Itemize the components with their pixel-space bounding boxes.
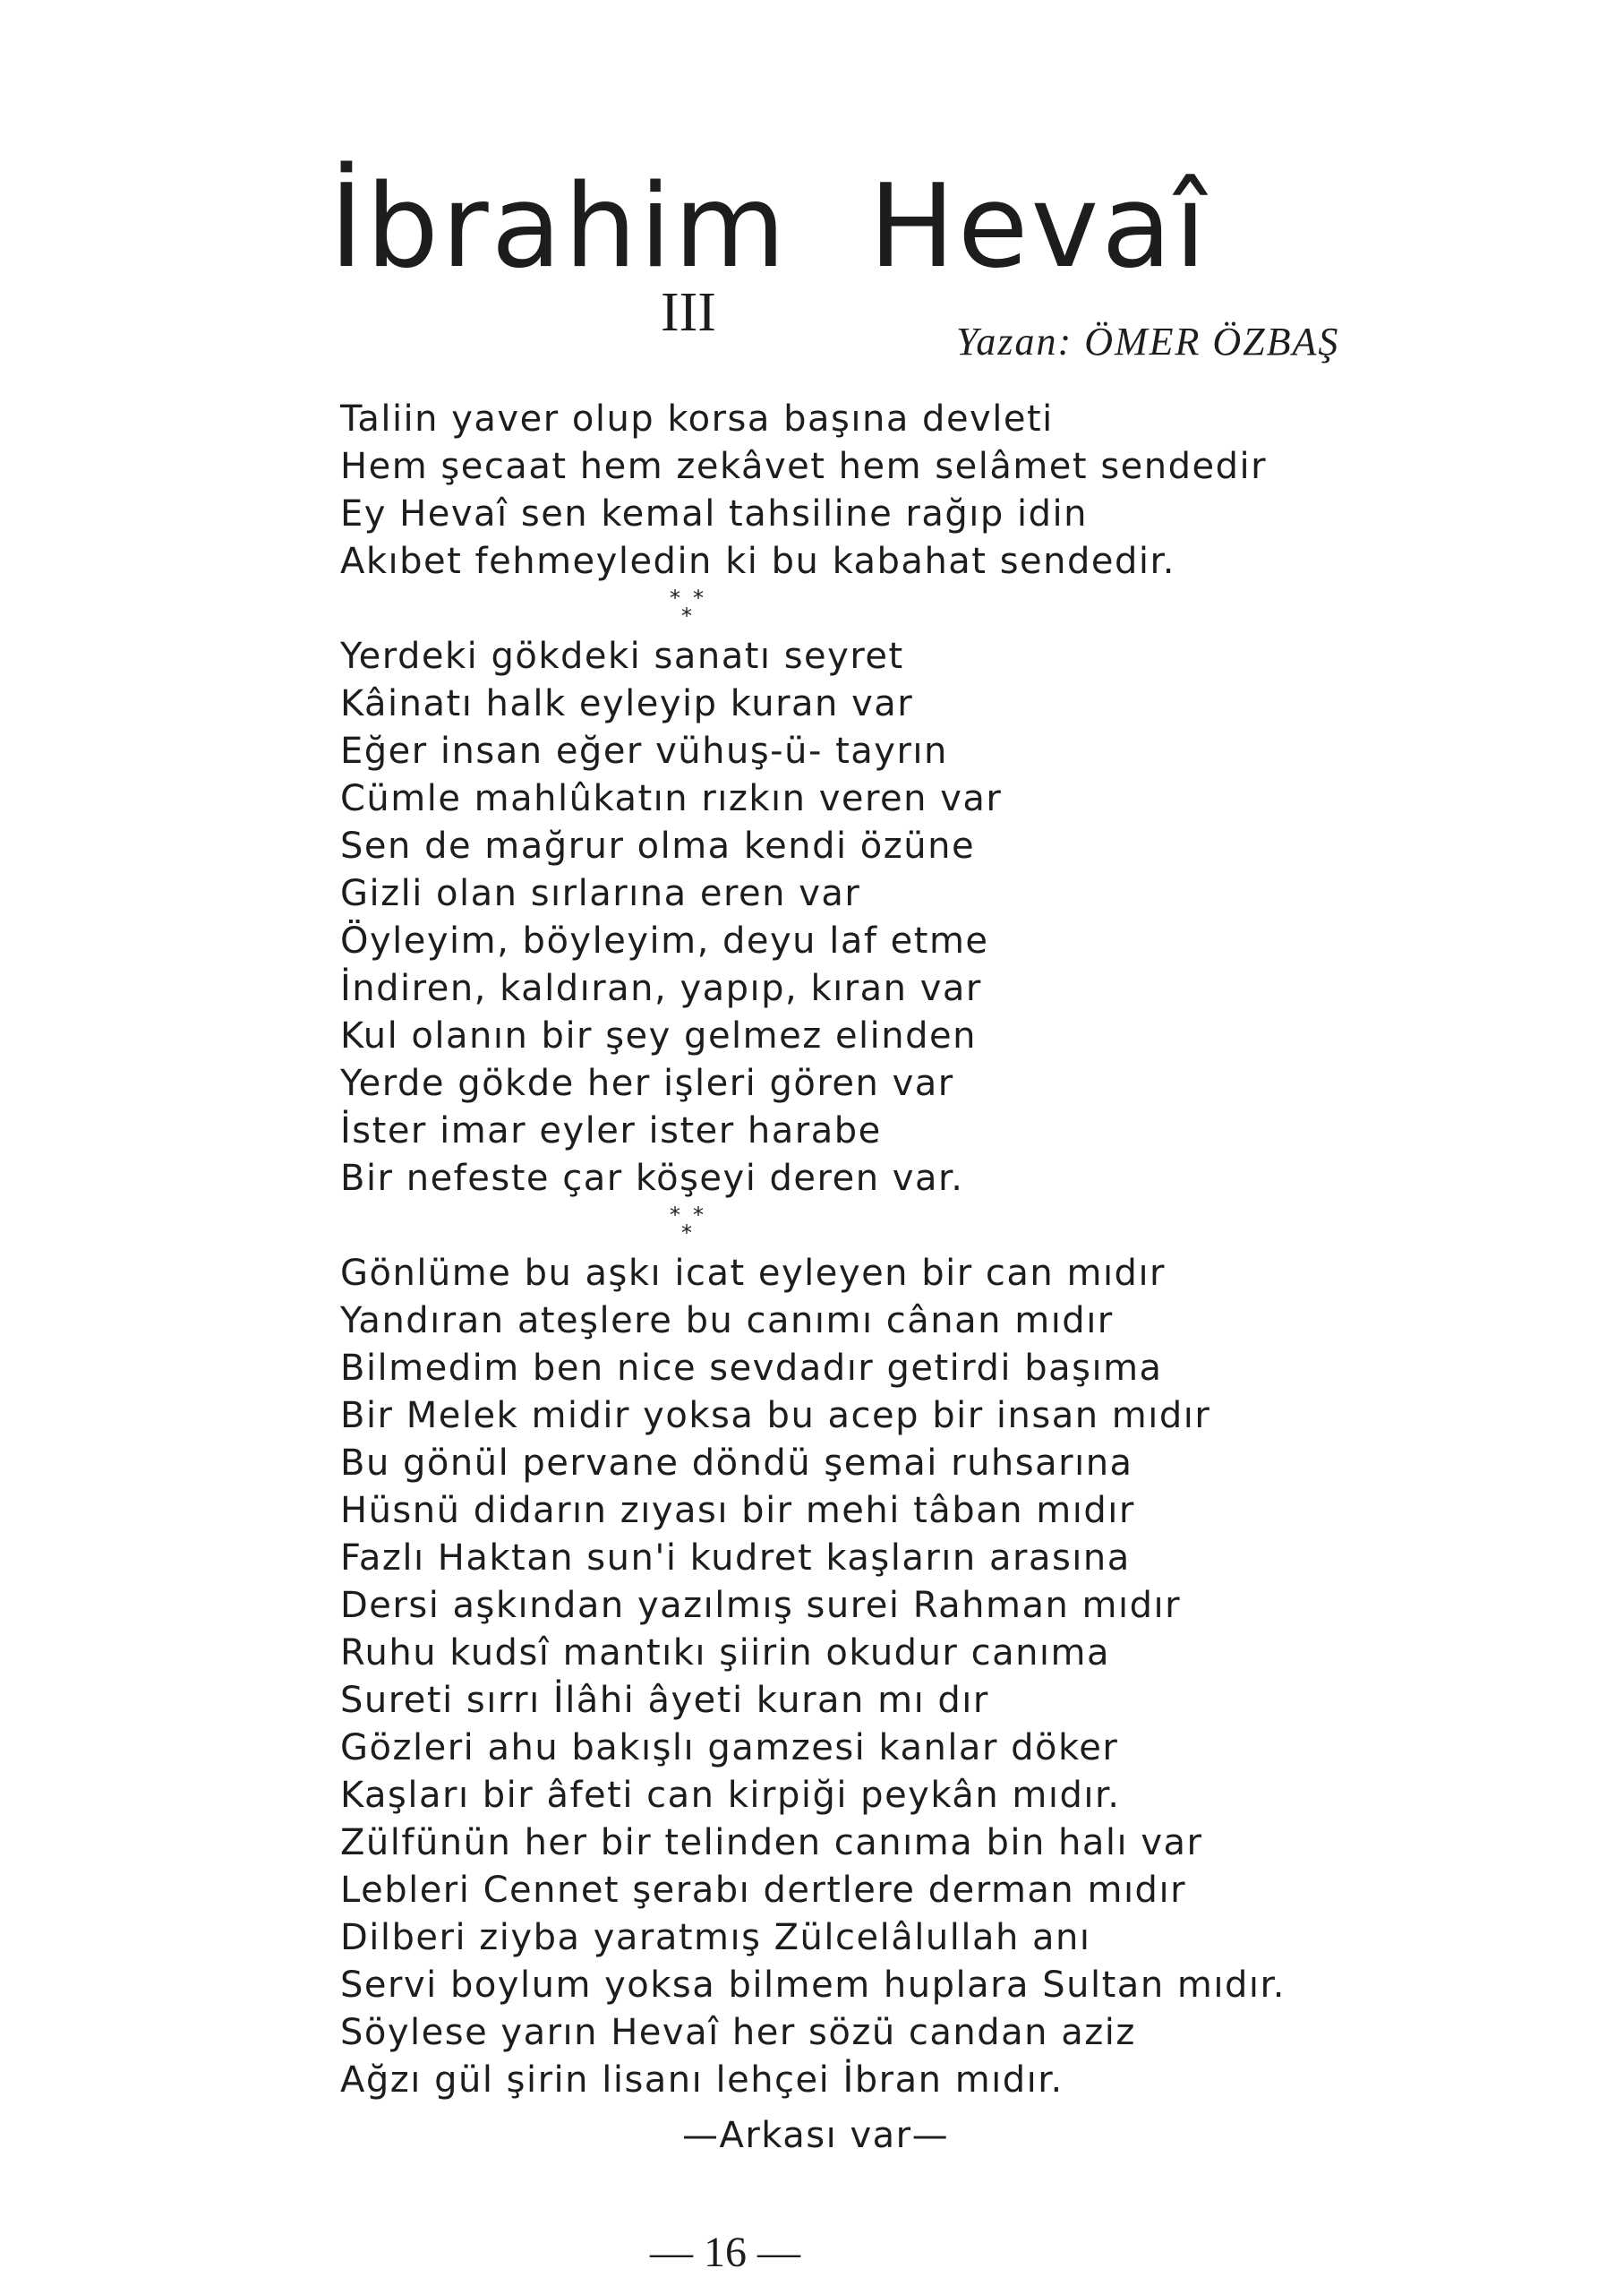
author-byline: Yazan: ÖMER ÖZBAŞ bbox=[956, 320, 1340, 364]
asterism-icon bbox=[664, 586, 718, 630]
title-second-word: Hevaî bbox=[868, 160, 1209, 294]
poem-line: Kaşları bir âfeti can kirpiği peykân mıdır. bbox=[340, 1775, 1121, 1816]
asterism-icon bbox=[664, 1203, 718, 1247]
part-number: III bbox=[661, 282, 716, 343]
poem-line: Sen de mağrur olma kendi özüne bbox=[340, 826, 976, 867]
poem-body bbox=[340, 396, 1286, 2104]
poem-line: Yandıran ateşlere bu canımı cânan mıdır bbox=[340, 1300, 1114, 1341]
poem-line: İster imar eyler ister harabe bbox=[340, 1110, 882, 1151]
stanza-2 bbox=[340, 633, 1286, 1203]
title-first-word: İbrahim bbox=[329, 160, 789, 294]
poem-line: Yerde gökde her işleri gören var bbox=[340, 1063, 954, 1104]
poem-line: Gizli olan sırlarına eren var bbox=[340, 873, 861, 914]
poem-line: Cümle mahlûkatın rızkın veren var bbox=[340, 778, 1003, 819]
poem-line: Bilmedim ben nice sevdadır getirdi başıma bbox=[340, 1348, 1163, 1389]
stanza-1 bbox=[340, 396, 1286, 586]
poem-line: Bir nefeste çar köşeyi deren var. bbox=[340, 1158, 964, 1199]
poem-line: Kâinatı halk eyleyip kuran var bbox=[340, 683, 914, 724]
poem-line: Lebleri Cennet şerabı dertlere derman mıdır bbox=[340, 1870, 1187, 1911]
poem-line: Hem şecaat hem zekâvet hem selâmet sendedir bbox=[340, 446, 1268, 487]
poem-line: Akıbet fehmeyledin ki bu kabahat sendedir. bbox=[340, 541, 1175, 582]
poem-line: Ağzı gül şirin lisanı lehçei İbran mıdır. bbox=[340, 2059, 1064, 2101]
svg-text:*: * bbox=[670, 586, 682, 611]
poem-line: Taliin yaver olup korsa başına devleti bbox=[340, 398, 1054, 440]
poem-line: Zülfünün her bir telinden canıma bin halı var bbox=[340, 1822, 1203, 1863]
asterism-divider bbox=[340, 586, 1286, 633]
page-number: — 16 — bbox=[650, 2229, 800, 2276]
poem-line: Ruhu kudsî mantıkı şiirin okudur canıma bbox=[340, 1632, 1111, 1674]
poem-line: Dilberi ziyba yaratmış Zülcelâlullah anı bbox=[340, 1917, 1091, 1958]
page-title bbox=[329, 160, 1209, 294]
poem-line: Gözleri ahu bakışlı gamzesi kanlar döker bbox=[340, 1727, 1119, 1768]
stanza-3 bbox=[340, 1250, 1286, 2104]
poem-line: Fazlı Haktan sun'i kudret kaşların arasına bbox=[340, 1537, 1131, 1579]
poem-line: Öyleyim, böyleyim, deyu laf etme bbox=[340, 920, 989, 962]
poem-line: Hüsnü didarın zıyası bir mehi tâban mıdır bbox=[340, 1490, 1135, 1531]
svg-text:*: * bbox=[681, 1220, 694, 1246]
svg-text:*: * bbox=[693, 586, 705, 611]
poem-line: Servi boylum yoksa bilmem huplara Sultan mıdır. bbox=[340, 1965, 1286, 2006]
poem-line: Eğer insan eğer vühuş-ü- tayrın bbox=[340, 731, 948, 772]
svg-text:*: * bbox=[670, 1203, 682, 1228]
poem-line: Dersi aşkından yazılmış surei Rahman mıdır bbox=[340, 1585, 1182, 1626]
poem-line: Sureti sırrı İlâhi âyeti kuran mı dır bbox=[340, 1680, 989, 1721]
poem-line: Bir Melek midir yoksa bu acep bir insan mıdır bbox=[340, 1395, 1211, 1436]
poem-line: Kul olanın bir şey gelmez elinden bbox=[340, 1015, 977, 1057]
poem-line: Bu gönül pervane döndü şemai ruhsarına bbox=[340, 1442, 1133, 1484]
poem-line: Söylese yarın Hevaî her sözü candan aziz bbox=[340, 2012, 1136, 2053]
continued-note: —Arkası var— bbox=[682, 2115, 950, 2156]
poem-line: Yerdeki gökdeki sanatı seyret bbox=[340, 636, 904, 677]
asterism-divider bbox=[340, 1203, 1286, 1250]
svg-text:*: * bbox=[681, 603, 694, 629]
svg-text:*: * bbox=[693, 1203, 705, 1228]
poem-line: Gönlüme bu aşkı icat eyleyen bir can mıdır bbox=[340, 1253, 1167, 1294]
poem-line: Ey Hevaî sen kemal tahsiline rağıp idin bbox=[340, 493, 1088, 535]
poem-line: İndiren, kaldıran, yapıp, kıran var bbox=[340, 968, 982, 1009]
